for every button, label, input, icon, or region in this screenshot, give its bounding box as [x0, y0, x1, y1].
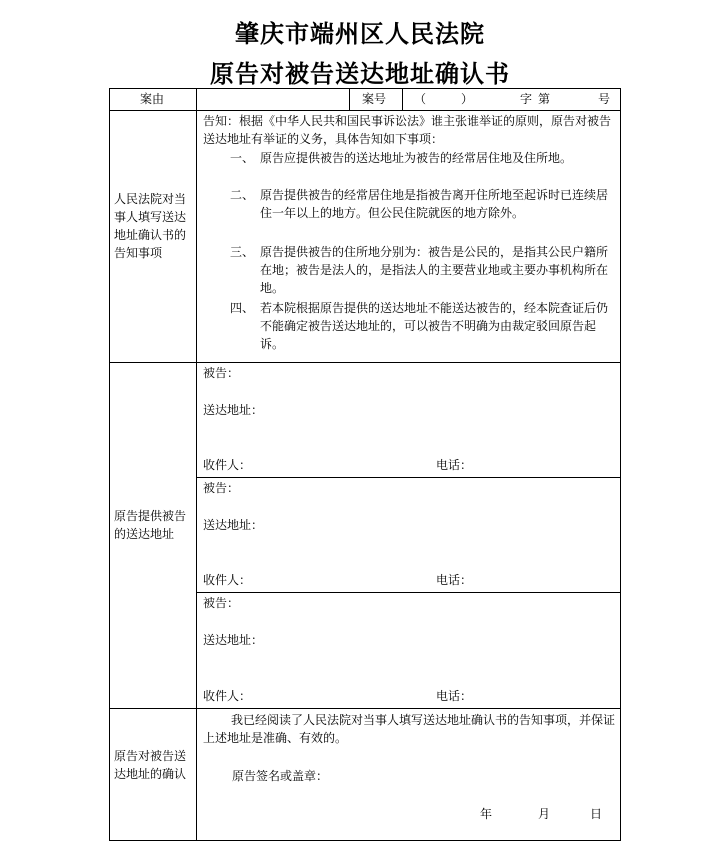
- table-border-right: [620, 88, 621, 841]
- header-divider-1: [349, 88, 350, 110]
- confirmation-statement: 我已经阅读了人民法院对当事人填写送达地址确认书的告知事项，并保证上述地址是准确、有效的。: [203, 713, 616, 745]
- notice-item-4-text: 若本院根据原告提供的送达地址不能送达被告的，经本院查证后仍不能确定被告送达地址的，可以被告不明确为由裁定驳回原告起诉。: [260, 301, 609, 351]
- document-title: 原告对被告送达地址确认书: [210, 59, 510, 88]
- defendant-label: 被告：: [203, 481, 240, 495]
- defendant-field[interactable]: [240, 479, 616, 497]
- address-block-divider-1: [196, 477, 621, 478]
- date-year-label: 年: [480, 807, 493, 821]
- court-title: 肇庆市端州区人民法院: [235, 19, 485, 48]
- recipient-field[interactable]: [256, 456, 426, 474]
- address-block-divider-2: [196, 592, 621, 593]
- address-section-label: 原告提供被告的送达地址: [114, 509, 187, 541]
- date-month-label: 月: [538, 807, 551, 821]
- defendant-label: 被告：: [203, 596, 240, 610]
- recipient-label: 收件人：: [203, 458, 252, 472]
- phone-field[interactable]: [476, 571, 616, 589]
- address-field[interactable]: [268, 631, 616, 671]
- address-section-divider: [109, 708, 621, 709]
- case-number-hao: 号: [598, 92, 611, 106]
- notice-item-2-number: 二、: [230, 188, 255, 202]
- label-column-divider: [196, 88, 197, 841]
- table-border-top: [109, 88, 621, 89]
- phone-field[interactable]: [476, 456, 616, 474]
- case-number-close-paren: ）: [461, 92, 474, 106]
- date-day-label: 日: [590, 807, 603, 821]
- case-number-zi-di: 字第: [520, 92, 557, 106]
- signature-label: 原告签名或盖章：: [232, 769, 329, 783]
- notice-item-4-number: 四、: [230, 301, 255, 315]
- phone-field[interactable]: [476, 687, 616, 705]
- case-reason-label: 案由: [140, 92, 165, 106]
- header-row-divider: [109, 110, 621, 111]
- notice-item-2-text: 原告提供被告的经常居住地是指被告离开住所地至起诉时已连续居住一年以上的地方。但公民住院就医的地方除外。: [260, 188, 609, 220]
- recipient-label: 收件人：: [203, 689, 252, 703]
- defendant-field[interactable]: [240, 594, 616, 612]
- address-label: 送达地址：: [203, 633, 264, 647]
- notice-item-1-number: 一、: [230, 151, 255, 165]
- case-number-label: 案号: [362, 92, 387, 106]
- table-border-bottom: [109, 840, 621, 841]
- table-border-left: [109, 88, 110, 841]
- phone-label: 电话：: [436, 689, 473, 703]
- phone-label: 电话：: [436, 458, 473, 472]
- case-number-open-paren: （: [414, 92, 427, 106]
- notice-section-label: 人民法院对当事人填写送达地址确认书的告知事项: [114, 192, 187, 260]
- defendant-field[interactable]: [240, 364, 616, 382]
- case-reason-field[interactable]: [198, 90, 348, 108]
- address-field[interactable]: [268, 401, 616, 441]
- address-label: 送达地址：: [203, 518, 264, 532]
- notice-intro: 告知：根据《中华人民共和国民事诉讼法》谁主张谁举证的原则，原告对被告送达地址有举证的义务，具体告知如下事项：: [203, 114, 612, 146]
- notice-item-3-number: 三、: [230, 245, 255, 259]
- notice-item-1-text: 原告应提供被告的送达地址为被告的经常居住地及住所地。: [260, 151, 573, 165]
- recipient-field[interactable]: [256, 571, 426, 589]
- header-divider-2: [402, 88, 403, 110]
- address-field[interactable]: [268, 516, 616, 556]
- notice-item-3-text: 原告提供被告的住所地分别为：被告是公民的，是指其公民户籍所在地；被告是法人的，是指法人的主要营业地或主要办事机构所在地。: [260, 245, 609, 295]
- phone-label: 电话：: [436, 573, 473, 587]
- defendant-label: 被告：: [203, 366, 240, 380]
- confirmation-section-label: 原告对被告送达地址的确认: [114, 749, 187, 781]
- recipient-field[interactable]: [256, 687, 426, 705]
- signature-field[interactable]: [340, 767, 610, 785]
- address-label: 送达地址：: [203, 403, 264, 417]
- notice-section-divider: [109, 362, 621, 363]
- recipient-label: 收件人：: [203, 573, 252, 587]
